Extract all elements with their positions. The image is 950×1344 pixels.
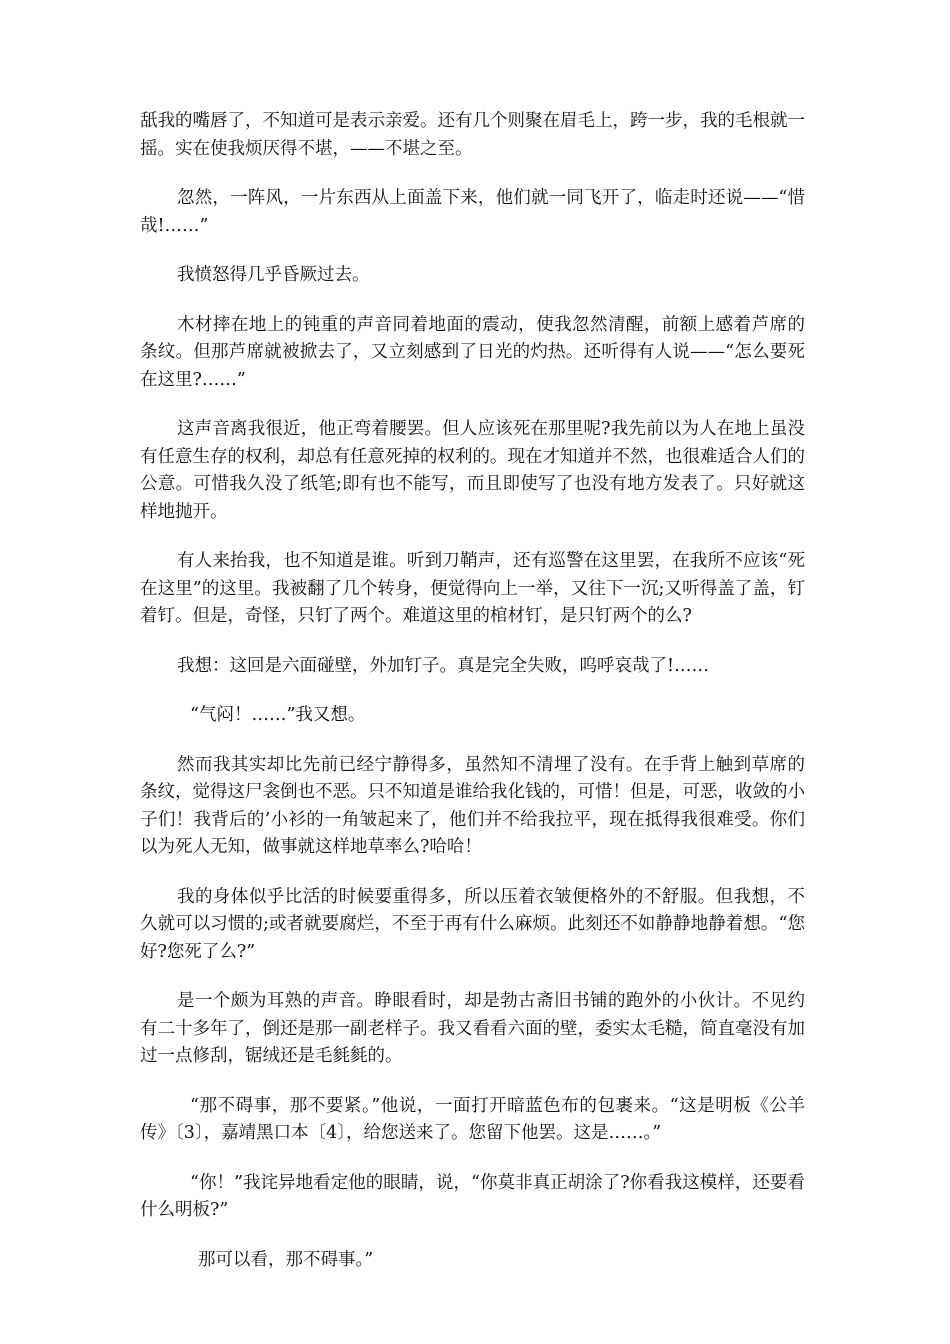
- document-page: [140, 108, 805, 1296]
- paragraph: 我的身体似乎比活的时候要重得多，所以压着衣皱便格外的不舒服。但我想，不久就可以习惯的;或者就要腐烂，不至于再有什么麻烦。此刻还不如静静地静着想。“您好?您死了么?”: [140, 886, 805, 962]
- paragraph: 那可以看，那不碍事。”: [198, 1249, 374, 1270]
- paragraph: 是一个颇为耳熟的声音。睁眼看时，却是勃古斋旧书铺的跑外的小伙计。不见约有二十多年了，倒还是那一副老样子。我又看看六面的壁，委实太毛糙，简直毫没有加过一点修刮，锯绒还是毛毵毵的。: [140, 991, 805, 1066]
- paragraph: “那不碍事，那不要紧。”他说，一面打开暗蓝色布的包裹来。“这是明板《公羊传》〔3〕，嘉靖黑口本〔4〕，给您送来了。您留下他罢。这是……。”: [140, 1095, 805, 1143]
- paragraph: 我愤怒得几乎昏厥过去。: [177, 265, 370, 285]
- paragraph: 舐我的嘴唇了，不知道可是表示亲爱。还有几个则聚在眉毛上，跨一步，我的毛根就一摇。实在使我烦厌得不堪，——不堪之至。: [140, 111, 805, 159]
- paragraph: 这声音离我很近，他正弯着腰罢。但人应该死在那里呢?我先前以为人在地上虽没有任意生存的权利，却总有任意死掉的权利的。现在才知道并不然，也很难适合人们的公意。可惜我久没了纸笔;即有也不能写，而且即使写了也没有地方发表了。只好就这样地抛开。: [140, 419, 805, 522]
- paragraph: 我想：这回是六面碰壁，外加钉子。真是完全失败，呜呼哀哉了!……: [177, 655, 710, 676]
- paragraph: 木材摔在地上的钝重的声音同着地面的震动，使我忽然清醒，前额上感着芦席的条纹。但那芦席就被掀去了，又立刻感到了日光的灼热。还听得有人说——“怎么要死在这里?……”: [140, 314, 805, 390]
- paragraph: “你！”我诧异地看定他的眼睛，说，“你莫非真正胡涂了?你看我这模样，还要看什么明板?”: [140, 1172, 805, 1220]
- paragraph: “气闷！……”我又想。: [190, 705, 366, 725]
- paragraph: 有人来抬我，也不知道是谁。听到刀鞘声，还有巡警在这里罢，在我所不应该“死在这里”的这里。我被翻了几个转身，便觉得向上一举，又往下一沉;又听得盖了盖，钉着钉。但是，奇怪，只钉了两个。难道这里的棺材钉，是只钉两个的么?: [140, 551, 805, 626]
- paragraph: 忽然，一阵风，一片东西从上面盖下来，他们就一同飞开了，临走时还说——“惜哉!……”: [140, 188, 805, 236]
- paragraph: 然而我其实却比先前已经宁静得多，虽然知不清埋了没有。在手背上触到草席的条纹，觉得这尸衾倒也不恶。只不知道是谁给我化钱的，可惜！但是，可恶，收敛的小子们！我背后的’小衫的一角皱起来了，他们并不给我拉平，现在抵得我很难受。你们以为死人无知，做事就这样地草率么?哈哈！: [140, 754, 805, 857]
